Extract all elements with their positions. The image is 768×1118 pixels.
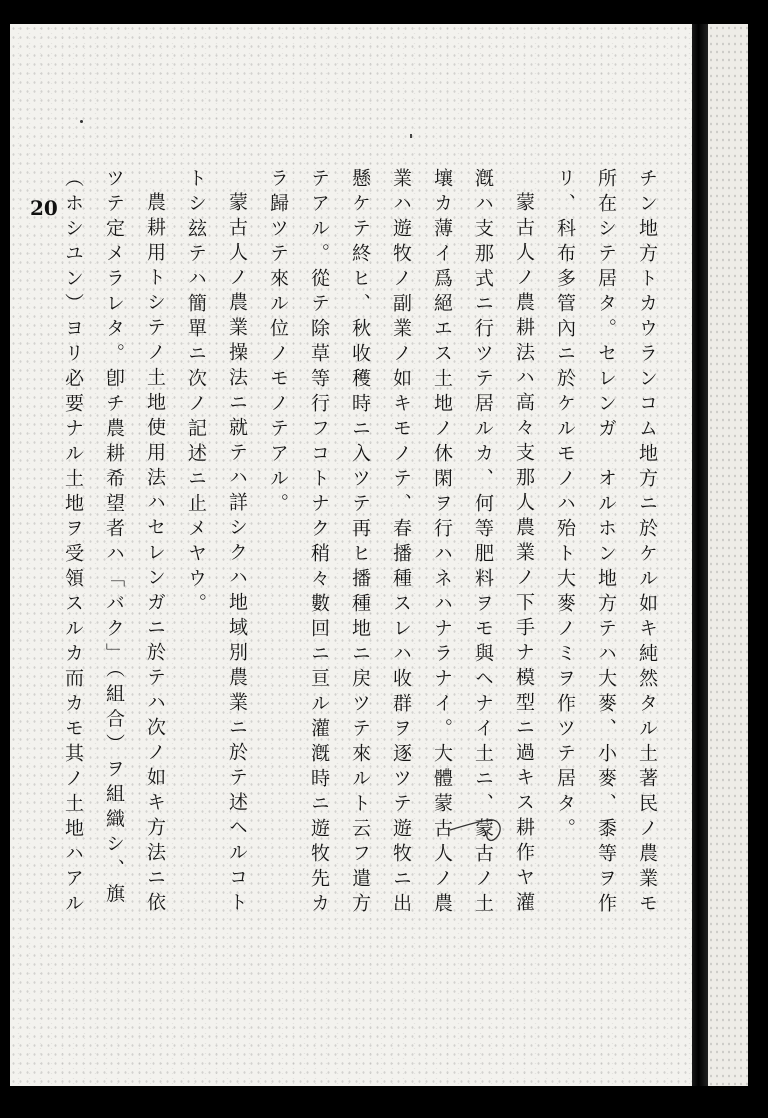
pencil-annotation <box>448 808 508 848</box>
text-column: 蒙古人ノ農耕法ハ高々支那人農業ノ下手ナ模型ニ過キス耕作ヤ灌 <box>513 192 535 917</box>
text-column: 漑ハ支那式ニ行ツテ居ルカ、何等肥料ヲモ與ヘナイ土ニ、蒙古ノ土 <box>472 168 494 918</box>
speck <box>80 120 83 123</box>
vertical-text-block <box>58 150 662 1010</box>
text-column: 蒙古人ノ農業操法ニ就テハ詳シクハ地域別農業ニ於テ述ヘルコト <box>226 192 248 917</box>
facing-page-edge <box>708 24 748 1086</box>
page-number: 20 <box>30 196 58 220</box>
text-column: 壤カ薄イ爲絕エス土地ノ休閑ヲ行ハネハナラナイ。大體蒙古人ノ農 <box>431 168 453 918</box>
text-column: （ホシユン）ヨリ必要ナル土地ヲ受領スルカ而カモ其ノ土地ハアル <box>62 168 84 918</box>
text-column: 所在シテ居タ。セレンガ オルホン地方テハ大麥、小麥、黍等ヲ作 <box>595 168 617 918</box>
text-column: 業ハ遊牧ノ副業ノ如キモノテ、春播種スレハ收群ヲ逐ツテ遊牧ニ出 <box>390 168 412 918</box>
speck <box>410 134 412 138</box>
text-column: ラ歸ツテ來ル位ノモノテアル。 <box>267 168 289 518</box>
text-column: テアル。從テ除草等行フコトナク稍々數回ニ亘ル灌漑時ニ遊牧先カ <box>308 168 330 918</box>
text-column: ツテ定メラレタ。卽チ農耕希望者ハ「バク」（組合）ヲ組織シ、旗 <box>103 168 125 909</box>
text-column: トシ玆テハ簡單ニ次ノ記述ニ止メヤウ。 <box>185 168 207 618</box>
text-column: 農耕用トシテノ土地使用法ハセレンガニ於テハ次ノ如キ方法ニ依 <box>144 192 166 917</box>
text-column: 懸ケテ終ヒ、秋收穫時ニ入ツテ再ヒ播種地ニ戻ツテ來ルト云フ遣方 <box>349 168 371 918</box>
text-column: リ、科布多管內ニ於ケルモノハ殆ト大麥ノミヲ作ツテ居タ。 <box>554 168 576 843</box>
text-column: チン地方トカウランコム地方ニ於ケル如キ純然タル土著民ノ農業モ <box>636 168 658 918</box>
book-binding <box>692 24 708 1086</box>
